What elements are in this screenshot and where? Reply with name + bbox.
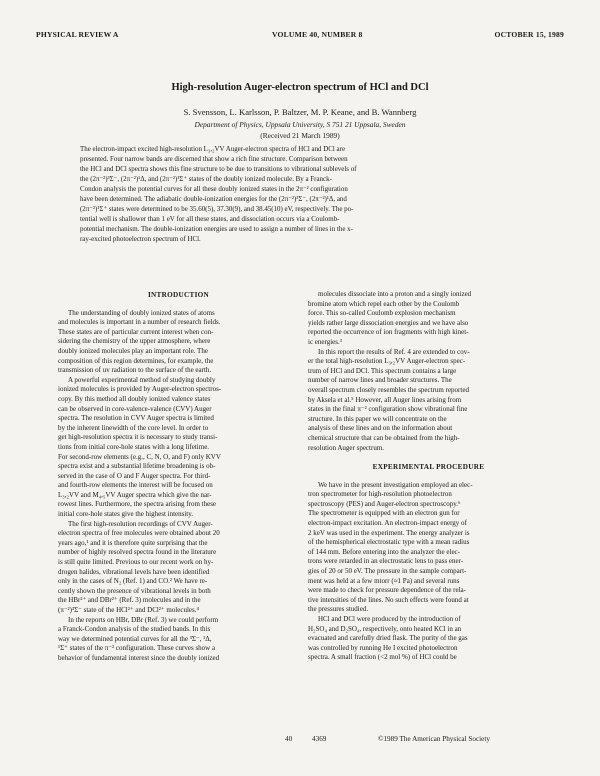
text-line: composition of this region determines, for example, the bbox=[58, 356, 214, 365]
text-line: molecules dissociate into a proton and a singly ionized bbox=[318, 290, 472, 298]
text-line: spectroscopy (PES) and Auger-electron spectroscopy.⁶ bbox=[308, 499, 461, 508]
author-list: S. Svensson, L. Karlsson, P. Baltzer, M. P. Keane, and B. Wannberg bbox=[183, 107, 417, 117]
text-line: For second-row elements (e.g., C, N, O, and F) only KVV bbox=[58, 452, 221, 461]
text-line: was controlled by running He I excited photoelectron bbox=[308, 643, 458, 652]
text-line: spectra. The resolution in CVV Auger spectra is limited bbox=[58, 414, 214, 423]
running-header bbox=[36, 30, 564, 42]
text-line: a Franck-Condon analysis of the studied bands. In this bbox=[58, 625, 211, 634]
text-line: ic energies.³ bbox=[308, 337, 342, 346]
text-line: tron spectrometer for high-resolution photoelectron bbox=[308, 490, 452, 499]
text-line: tions from initial core-hole states with a long lifetime. bbox=[58, 442, 210, 451]
text-line: number of narrow lines and broader structures. The bbox=[308, 376, 452, 385]
abstract-line: ray-excited photoelectron spectrum of HCl. bbox=[80, 235, 201, 243]
text-line: tive intensities of the lines. No such effects were found at bbox=[308, 595, 469, 604]
paragraph bbox=[58, 309, 299, 376]
text-line: (π⁻²)³Σ⁻ state of the HCl²⁺ and DCl²⁺ molecules.⁴ bbox=[58, 606, 199, 614]
text-line: get high-resolution spectra it is necessary to study transi- bbox=[58, 433, 218, 442]
text-line: electron-impact excitation. An electron-impact energy of bbox=[308, 519, 467, 528]
text-line: doubly ionized molecules play an important role. The bbox=[58, 346, 208, 355]
paragraph bbox=[308, 348, 549, 454]
section-heading-experimental: EXPERIMENTAL PROCEDURE bbox=[372, 463, 485, 472]
right-column bbox=[308, 290, 549, 663]
text-line: cently shown the presence of vibrational levels in both bbox=[58, 586, 211, 595]
abstract-line: the HCl and DCl spectra shows this fine structure to be due to transitions to vibrational sublevels of bbox=[80, 165, 357, 173]
text-line: These states are of particular current interest when con- bbox=[58, 327, 214, 336]
abstract-line: The electron-impact excited high-resolution L₃,₂VV Auger-electron spectra of HCl and DCl are bbox=[80, 145, 346, 153]
text-line: way we determined potential curves for all the ³Σ⁻, ¹Δ, bbox=[58, 634, 212, 643]
text-line: er the total high-resolution L₃,₂VV Auger-electron spec- bbox=[308, 357, 466, 366]
article-title: High-resolution Auger-electron spectrum of HCl and DCl bbox=[171, 82, 429, 93]
text-line: by Aksela et al.⁵ However, all Auger lines arising from bbox=[308, 395, 462, 404]
text-line: the HBr²⁺ and DBr²⁺ (Ref. 3) molecules and in the bbox=[58, 596, 201, 605]
text-line: The spectrometer is equipped with an electron gun for bbox=[308, 509, 460, 518]
text-line: 2 keV was used in the experiment. The energy analyzer is bbox=[308, 528, 470, 537]
text-line: evacuated and carefully dried flask. The purity of the gas bbox=[308, 634, 468, 643]
text-line: reported the occurrence of ion fragments with high kinet- bbox=[308, 328, 469, 337]
text-line: In the reports on HBr, DBr (Ref. 3) we could perform bbox=[68, 615, 219, 624]
text-line: A powerful experimental method of studying doubly bbox=[68, 375, 216, 384]
text-line: force. This so-called Coulomb explosion mechanism bbox=[308, 309, 456, 318]
text-line: spectra. A small fraction (<2 mol %) of HCl could be bbox=[308, 653, 457, 662]
section-heading-introduction: INTRODUCTION bbox=[147, 291, 210, 299]
text-line: of the hemispherical electrostatic type with a mean radius bbox=[308, 538, 470, 547]
text-line: by the inherent linewidth of the core level. In order to bbox=[58, 423, 209, 432]
text-line: copy. By this method all doubly ionized valence states bbox=[58, 394, 211, 403]
paragraph bbox=[308, 615, 549, 663]
volume-page-index: 40 bbox=[285, 735, 293, 743]
text-line: overall spectrum closely resembles the spectrum reported bbox=[308, 385, 469, 394]
journal-name: PHYSICAL REVIEW A bbox=[36, 30, 119, 39]
abstract-line: potential mechanism. The double-ionization energies are used to assign a number of lines in the x- bbox=[80, 225, 353, 233]
text-line: ionized molecules is provided by Auger-electron spectros- bbox=[58, 385, 222, 394]
text-line: electron spectra of free molecules were obtained about 20 bbox=[58, 529, 220, 538]
abstract-line: have been determined. The adiabatic double-ionization energies for the (2π⁻²)³Σ⁻, (2π⁻²)¹Δ, and bbox=[80, 195, 347, 203]
issue-date: OCTOBER 15, 1989 bbox=[494, 30, 564, 39]
text-line: years ago,¹ and it is therefore quite surprising that the bbox=[58, 538, 208, 547]
text-line: behavior of fundamental interest since the doubly ionized bbox=[58, 653, 220, 662]
received-date: (Received 21 March 1989) bbox=[260, 131, 340, 140]
text-line: transmission of uv radiation to the surface of the earth. bbox=[58, 366, 212, 375]
text-line: H₂SO₄ and D₂SO₄, respectively, onto heated KCl in an bbox=[308, 624, 462, 633]
text-line: is still quite limited. Previous to our recent work on hy- bbox=[58, 558, 214, 567]
text-line: bromine atom which repel each other by the Coulomb bbox=[308, 299, 460, 308]
text-line: rowest lines. Furthermore, the spectra arising from these bbox=[58, 500, 217, 509]
abstract-line: presented. Four narrow bands are discerned that show a rich fine structure. Comparison between bbox=[80, 155, 348, 163]
text-line: can be observed in core-valence-valence (CVV) Auger bbox=[58, 404, 212, 413]
abstract-line: Condon analysis the potential curves for all these doubly ionized states in the 2π⁻² configuration bbox=[80, 185, 348, 193]
paragraph bbox=[58, 520, 299, 616]
text-line: HCl and DCl were produced by the introduction of bbox=[318, 615, 461, 623]
text-line: states in the final π⁻² configuration show vibrational fine bbox=[308, 405, 468, 414]
text-line: drogen halides, vibrational levels have been identified bbox=[58, 567, 210, 576]
text-line: spectra exist and a substantial lifetime broadening is ob- bbox=[58, 462, 216, 471]
text-line: analysis of these lines and on the information about bbox=[308, 424, 453, 433]
text-line: resolution Auger spectrum. bbox=[308, 443, 385, 452]
text-line: The understanding of doubly ionized states of atoms bbox=[68, 308, 215, 317]
abstract-line: (2π⁻²)¹Σ⁺ states were determined to be 35.60(5), 37.30(9), and 38.45(10) eV, respectively. The po- bbox=[80, 205, 354, 213]
text-line: of 144 mm. Before entering into the analyzer the elec- bbox=[308, 547, 460, 556]
text-line: We have in the present investigation employed an elec- bbox=[318, 480, 473, 489]
text-line: In this report the results of Ref. 4 are extended to cov- bbox=[318, 347, 470, 356]
text-line: structure. In this paper we will concentrate on the bbox=[308, 414, 447, 423]
left-column bbox=[58, 287, 299, 664]
text-line: trons were retarded in an electrostatic lens to pass ener- bbox=[308, 557, 464, 566]
volume-info: VOLUME 40, NUMBER 8 bbox=[272, 30, 363, 39]
text-line: yields rather large dissociation energies and we have also bbox=[308, 318, 469, 327]
copyright-notice: ©1989 The American Physical Society bbox=[378, 735, 490, 743]
paragraph bbox=[58, 376, 299, 520]
text-line: sidering the chemistry of the upper atmosphere, where bbox=[58, 337, 211, 346]
text-line: gies of 20 or 50 eV. The pressure in the sample compart- bbox=[308, 567, 467, 576]
affiliation: Department of Physics, Uppsala University, S 751 21 Uppsala, Sweden bbox=[194, 120, 406, 129]
text-line: the pressures studied. bbox=[308, 605, 369, 614]
paragraph bbox=[308, 481, 549, 615]
text-line: number of highly resolved spectra found in the literature bbox=[58, 548, 217, 557]
page-number: 4369 bbox=[312, 735, 327, 743]
text-line: were made to check for pressure dependence of the rela- bbox=[308, 586, 466, 595]
abstract-line: tential well is shallower than 1 eV for all these states, and dissociation occurs via a Coulomb- bbox=[80, 215, 340, 223]
section-gap bbox=[308, 453, 549, 459]
abstract bbox=[80, 144, 521, 244]
text-line: ¹Σ⁺ states of the π⁻² configuration. These curves show a bbox=[58, 644, 216, 653]
text-line: The first high-resolution recordings of CVV Auger- bbox=[68, 519, 213, 528]
text-line: chemical structure that can be obtained from the high- bbox=[308, 433, 460, 442]
text-line: served in the case of O and F Auger spectra. For third- bbox=[58, 471, 211, 480]
text-line: and fourth-row elements the interest will be focused on bbox=[58, 481, 213, 490]
text-line: initial core-hole states give the highest intensity. bbox=[58, 510, 194, 519]
paragraph bbox=[308, 290, 549, 348]
text-line: only in the cases of N₂ (Ref. 1) and CO.² We have re- bbox=[58, 577, 208, 586]
abstract-line: the (2π⁻²)³Σ⁻, (2π⁻²)¹Δ, and (2π⁻²)¹Σ⁺ states of the doubly ionized molecule. By a Franck- bbox=[80, 175, 332, 183]
text-line: and molecules is important in a number of research fields. bbox=[58, 318, 221, 327]
text-line: L₃,₂VV and M₄,₅VV Auger spectra which give the nar- bbox=[58, 490, 212, 499]
paragraph bbox=[58, 616, 299, 664]
text-line: ment was held at a few mtorr (≈1 Pa) and several runs bbox=[308, 576, 460, 585]
text-line: trum of HCl and DCl. This spectrum contains a large bbox=[308, 366, 457, 375]
